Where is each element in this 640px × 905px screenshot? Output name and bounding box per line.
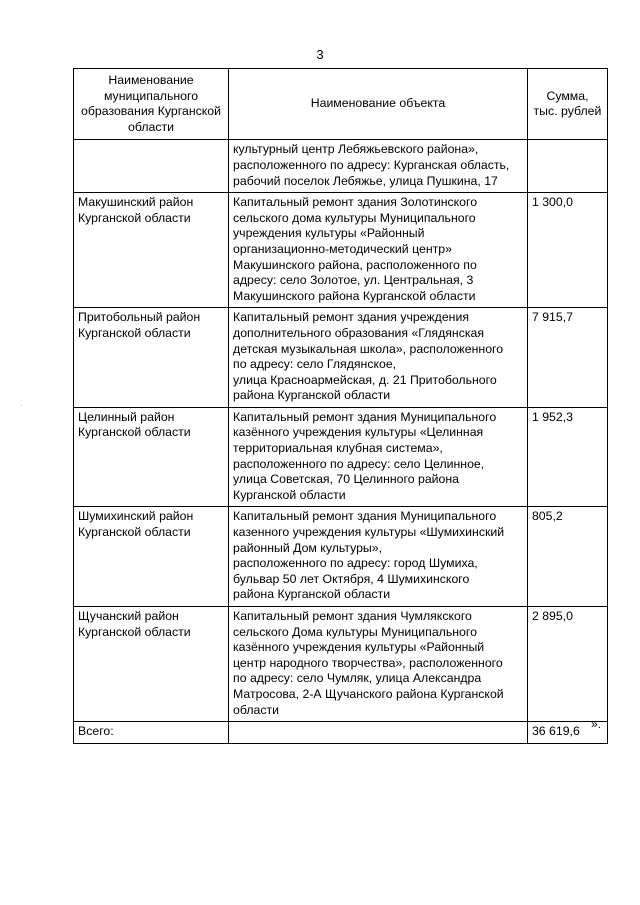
header-municipality: Наименование муниципального образования Курганской области xyxy=(74,69,229,140)
closing-quote-mark: ». xyxy=(591,717,602,731)
header-object: Наименование объекта xyxy=(229,69,528,140)
cell-object: культурный центр Лебяжьевского района», расположенного по адресу: Курганская область, рабочий поселок Лебяжье, улица Пушкина, 17 xyxy=(229,140,528,193)
cell-district: Целинный район Курганской области xyxy=(74,407,229,507)
total-sum: 36 619,6 xyxy=(527,722,607,744)
cell-sum: 7 915,7 xyxy=(527,308,607,408)
cell-district: Притобольный район Курганской области xyxy=(74,308,229,408)
cell-district: Макушинский район Курганской области xyxy=(74,193,229,308)
cell-sum: 2 895,0 xyxy=(527,607,607,722)
table-row xyxy=(74,140,608,193)
cell-object: Капитальный ремонт здания Муниципального казённого учреждения культуры «Целинная территориальная клубная система», расположенного по адресу: село Целинное, улица Советская, 70 Целинного района Курганской области xyxy=(229,407,528,507)
cell-district: Шумихинский район Курганской области xyxy=(74,507,229,607)
stray-mark: · xyxy=(20,400,23,410)
page-number: 3 xyxy=(316,47,324,62)
cell-sum: 1 300,0 xyxy=(527,193,607,308)
cell-sum: 805,2 xyxy=(527,507,607,607)
table-total-row xyxy=(74,722,608,744)
cell-district xyxy=(74,140,229,193)
table-row xyxy=(74,407,608,507)
total-label: Всего: xyxy=(74,722,229,744)
table-row xyxy=(74,308,608,408)
table-header-row xyxy=(74,69,608,140)
cell-object: Капитальный ремонт здания Чумлякского сельского Дома культуры Муниципального казённого учреждения культуры «Районный центр народного творчества», расположенного по адресу: село Чумляк, улица Александра Матросова, 2-А Щучанского района Курганской области xyxy=(229,607,528,722)
table-row xyxy=(74,193,608,308)
cell-object: Капитальный ремонт здания Муниципального казенного учреждения культуры «Шумихинский районный Дом культуры», расположенного по адресу: город Шумиха, бульвар 50 лет Октября, 4 Шумихинского района Курганской области xyxy=(229,507,528,607)
total-object xyxy=(229,722,528,744)
funding-table xyxy=(73,68,608,744)
cell-district: Щучанский район Курганской области xyxy=(74,607,229,722)
cell-object: Капитальный ремонт здания учреждения дополнительного образования «Глядянская детская музыкальная школа», расположенного по адресу: село Глядянское, улица Красноармейская, д. 21 Притобольного района Курганской области xyxy=(229,308,528,408)
cell-object: Капитальный ремонт здания Золотинского сельского дома культуры Муниципального учреждения культуры «Районный организационно-методический центр» Макушинского района, расположенного по адресу: село Золотое, ул. Центральная, 3 Макушинского района Курганской области xyxy=(229,193,528,308)
cell-sum: 1 952,3 xyxy=(527,407,607,507)
table-row xyxy=(74,507,608,607)
cell-sum xyxy=(527,140,607,193)
header-sum: Сумма, тыс. рублей xyxy=(527,69,607,140)
table-row xyxy=(74,607,608,722)
